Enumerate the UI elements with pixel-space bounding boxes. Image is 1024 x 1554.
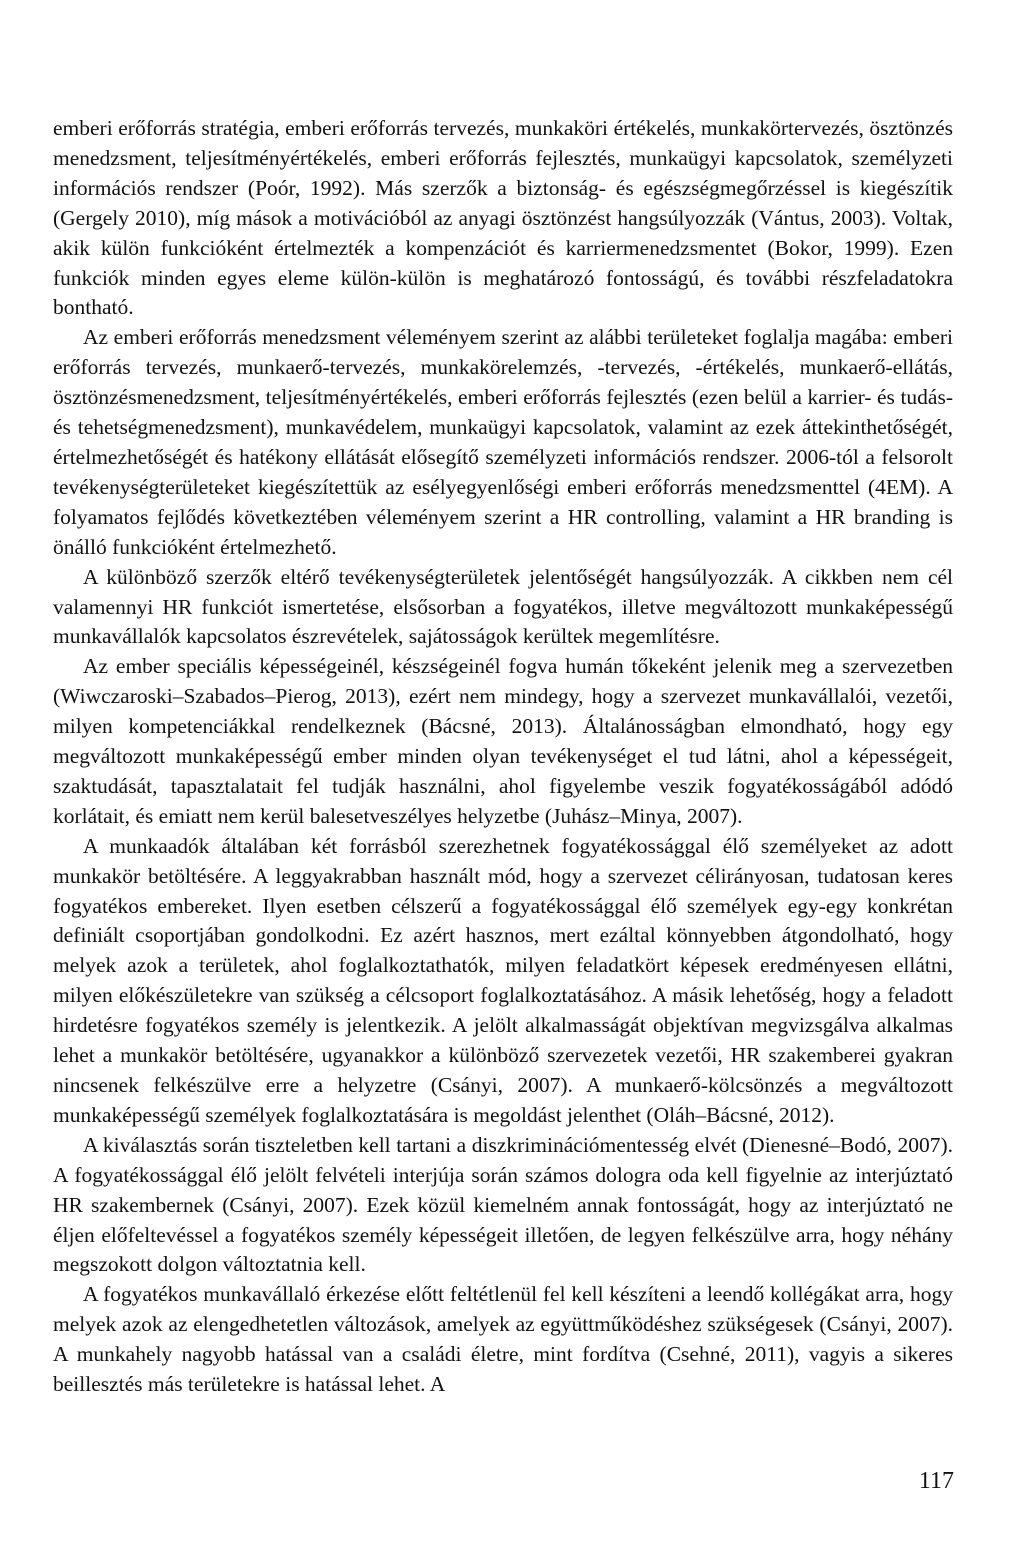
paragraph-6: A kiválasztás során tiszteletben kell tartani a diszkriminációmentesség elvét (Dienesné–Bodó, 2007). A fogyatékossággal élő jelölt felvételi interjúja során számos dologra oda kell figyelnie az interjúztató HR szakembernek (Csányi, 2007). Ezek közül kiemelném annak fontosságát, hogy az interjúztató ne éljen előfeltevéssel a fogyatékos személy képességeit illetően, de legyen felkészülve arra, hogy néhány megszokott dolgon változtatnia kell. <box>53 1132 953 1277</box>
paragraph-3: A különböző szerzők eltérő tevékenységterületek jelentőségét hangsúlyozzák. A cikkben nem cél valamennyi HR funkciót ismertetése, elsősorban a fogyatékos, illetve megváltozott munkaképességű munkavállalók kapcsolatos észrevételek, sajátosságok kerültek megemlítésre. <box>53 564 953 649</box>
page-number: 117 <box>918 1468 954 1494</box>
paragraph-4: Az ember speciális képességeinél, készségeinél fogva humán tőkeként jelenik meg a szervezetben (Wiwczaroski–Szabados–Pierog, 2013), ezért nem mindegy, hogy a szervezet munkavállalói, vezetői, milyen kompetenciákkal rendelkeznek (Bácsné, 2013). Általánosságban elmondható, hogy egy megváltozott munkaképességű ember minden olyan tevékenységet el tud látni, ahol a képességeit, szaktudását, tapasztalatait fel tudják használni, ahol figyelembe veszik fogyatékosságából adódó korlátait, és emiatt nem kerül balesetveszélyes helyzetbe (Juhász–Minya, 2007). <box>53 654 953 828</box>
paragraph-7: A fogyatékos munkavállaló érkezése előtt feltétlenül fel kell készíteni a leendő kollégákat arra, hogy melyek azok az elengedhetetlen változások, amelyek az együttműködéshez szükségesek (Csányi, 2007). A munkahely nagyobb hatással van a családi életre, mint fordítva (Csehné, 2011), vagyis a sikeres beillesztés más területekre is hatással lehet. A <box>53 1282 953 1397</box>
body-text <box>53 114 953 1400</box>
paragraph-5: A munkaadók általában két forrásból szerezhetnek fogyatékossággal élő személyeket az adott munkakör betöltésére. A leggyakrabban használt mód, hogy a szervezet célirányosan, tudatosan keres fogyatékos embereket. Ilyen esetben célszerű a fogyatékossággal élő személyek egy-egy konkrétan definiált csoportjában gondolkodni. Ez azért hasznos, mert ezáltal könnyebben átgondolható, hogy melyek azok a területek, ahol foglalkoztathatók, milyen feladatkört képesek eredményesen ellátni, milyen előkészületekre van szükség a célcsoport foglalkoztatásához. A másik lehetőség, hogy a feladott hirdetésre fogyatékos személy is jelentkezik. A jelölt alkalmasságát objektívan megvizsgálva alkalmas lehet a munkakör betöltésére, ugyanakkor a különböző szervezetek vezetői, HR szakemberei gyakran nincsenek felkészülve erre a helyzetre (Csányi, 2007). A munkaerő-kölcsönzés a megváltozott munkaképességű személyek foglalkoztatására is megoldást jelenthet (Oláh–Bácsné, 2012). <box>53 833 953 1127</box>
paragraph-1: emberi erőforrás stratégia, emberi erőforrás tervezés, munkaköri értékelés, munkakörtervezés, ösztönzés menedzsment, teljesítményértékelés, emberi erőforrás fejlesztés, munkaügyi kapcsolatok, személyzeti információs rendszer (Poór, 1992). Más szerzők a biztonság- és egészségmegőrzéssel is kiegészítik (Gergely 2010), míg mások a motivációból az anyagi ösztönzést hangsúlyozzák (Vántus, 2003). Voltak, akik külön funkcióként értelmezték a kompenzációt és karriermenedzsmentet (Bokor, 1999). Ezen funkciók minden egyes eleme külön-külön is meghatározó fontosságú, és további részfeladatokra bontható. <box>53 116 953 320</box>
paragraph-2: Az emberi erőforrás menedzsment véleményem szerint az alábbi területeket foglalja magába: emberi erőforrás tervezés, munkaerő-tervezés, munkakörelemzés, -tervezés, -értékelés, munkaerő-ellátás, ösztönzésmenedzsment, teljesítményértékelés, emberi erőforrás fejlesztés (ezen belül a karrier- és tudás- és tehetségmenedzsment), munkavédelem, munkaügyi kapcsolatok, valamint az ezek áttekinthetőségét, értelmezhetőségét és hatékony ellátását elősegítő személyzeti információs rendszer. 2006-tól a felsorolt tevékenységterületeket kiegészítettük az esélyegyenlőségi emberi erőforrás menedzsmenttel (4EM). A folyamatos fejlődés következtében véleményem szerint a HR controlling, valamint a HR branding is önálló funkcióként értelmezhető. <box>53 325 953 559</box>
